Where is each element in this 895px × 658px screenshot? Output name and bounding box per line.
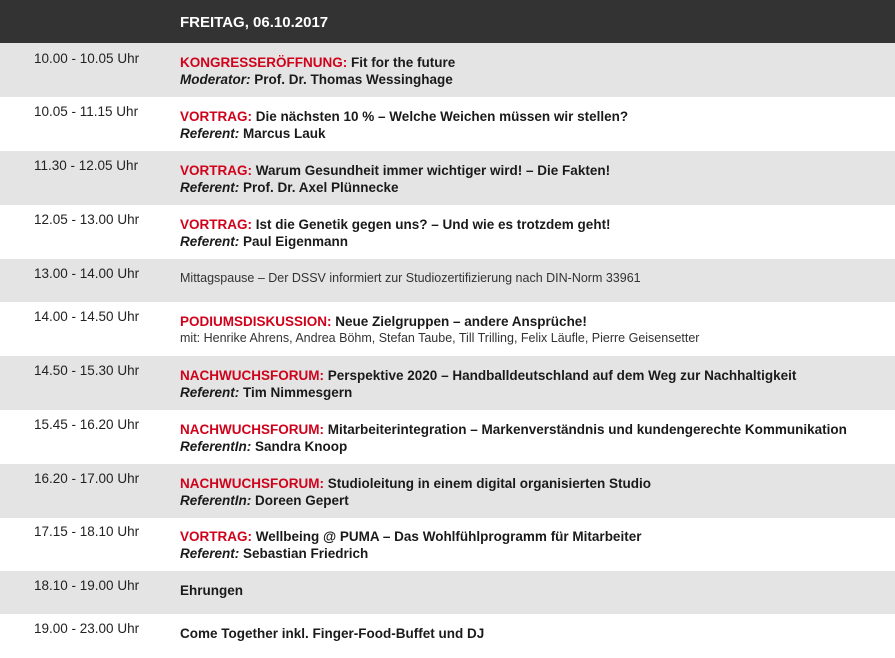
- session-speaker: [180, 546, 368, 561]
- session-title: [180, 529, 641, 544]
- session-type: NACHWUCHSFORUM:: [180, 476, 324, 491]
- session-speaker: [180, 234, 348, 249]
- session-topic: Perspektive 2020 – Handballdeutschland auf dem Weg zur Nachhaltigkeit: [323, 368, 797, 383]
- speaker-name: Sebastian Friedrich: [239, 546, 369, 561]
- speaker-role: Referent:: [180, 546, 240, 561]
- speaker-role: Referent:: [180, 180, 240, 195]
- session-type: PODIUMSDISKUSSION:: [180, 314, 332, 329]
- schedule-row: [0, 205, 895, 259]
- session-type: VORTRAG:: [180, 529, 252, 544]
- session-speaker: [180, 126, 326, 141]
- session-title: [180, 314, 587, 329]
- session-speaker: [180, 493, 349, 508]
- schedule-row: [0, 97, 895, 151]
- session-type: VORTRAG:: [180, 217, 252, 232]
- schedule-header: [0, 0, 895, 43]
- session-type: NACHWUCHSFORUM:: [180, 368, 324, 383]
- schedule-row: [0, 464, 895, 518]
- session-title: [180, 422, 847, 437]
- session-title: [180, 109, 628, 124]
- time-slot: 14.00 - 14.50 Uhr: [34, 309, 140, 324]
- session-title: Come Together inkl. Finger-Food-Buffet und DJ: [180, 626, 485, 641]
- speaker-role: Referent:: [180, 234, 240, 249]
- session-title: [180, 368, 796, 383]
- time-slot: 19.00 - 23.00 Uhr: [34, 621, 140, 636]
- session-topic: Neue Zielgruppen – andere Ansprüche!: [331, 314, 587, 329]
- time-slot: 13.00 - 14.00 Uhr: [34, 266, 140, 281]
- speaker-role: ReferentIn:: [180, 493, 252, 508]
- speaker-name: Marcus Lauk: [239, 126, 326, 141]
- session-title: [180, 217, 611, 232]
- session-speaker: [180, 72, 453, 87]
- session-title: [180, 163, 610, 178]
- schedule-row: [0, 302, 895, 356]
- schedule-row: [0, 151, 895, 205]
- speaker-role: Referent:: [180, 385, 240, 400]
- session-topic: Wellbeing @ PUMA – Das Wohlfühlprogramm für Mitarbeiter: [252, 529, 642, 544]
- session-title: [180, 476, 651, 491]
- session-speaker: [180, 439, 347, 454]
- speaker-role: ReferentIn:: [180, 439, 252, 454]
- speaker-role: Referent:: [180, 126, 240, 141]
- session-topic: Warum Gesundheit immer wichtiger wird! – Die Fakten!: [252, 163, 611, 178]
- speaker-name: Tim Nimmesgern: [239, 385, 353, 400]
- time-slot: 16.20 - 17.00 Uhr: [34, 471, 140, 486]
- schedule-row: [0, 356, 895, 410]
- time-slot: 14.50 - 15.30 Uhr: [34, 363, 140, 378]
- session-speaker: [180, 180, 399, 195]
- time-slot: 15.45 - 16.20 Uhr: [34, 417, 140, 432]
- session-topic: Fit for the future: [347, 55, 456, 70]
- speaker-role: Moderator:: [180, 72, 251, 87]
- time-slot: 10.00 - 10.05 Uhr: [34, 51, 140, 66]
- schedule-row: [0, 518, 895, 571]
- time-slot: 18.10 - 19.00 Uhr: [34, 578, 140, 593]
- time-slot: 12.05 - 13.00 Uhr: [34, 212, 140, 227]
- speaker-name: Doreen Gepert: [251, 493, 349, 508]
- session-info: Mittagspause – Der DSSV informiert zur Studiozertifizierung nach DIN-Norm 33961: [180, 271, 641, 285]
- speaker-name: Sandra Knoop: [251, 439, 348, 454]
- time-slot: 17.15 - 18.10 Uhr: [34, 524, 140, 539]
- schedule-row: [0, 614, 895, 658]
- speaker-name: Prof. Dr. Axel Plünnecke: [239, 180, 399, 195]
- session-topic: Mitarbeiterintegration – Markenverständnis und kundengerechte Kommunikation: [323, 422, 847, 437]
- session-topic: Studioleitung in einem digital organisierten Studio: [323, 476, 651, 491]
- schedule-row: [0, 571, 895, 614]
- time-slot: 11.30 - 12.05 Uhr: [34, 158, 139, 173]
- session-title: [180, 55, 455, 70]
- session-type: VORTRAG:: [180, 109, 252, 124]
- session-type: VORTRAG:: [180, 163, 252, 178]
- session-type: NACHWUCHSFORUM:: [180, 422, 324, 437]
- session-type: KONGRESSERÖFFNUNG:: [180, 55, 348, 70]
- time-slot: 10.05 - 11.15 Uhr: [34, 104, 139, 119]
- session-topic: Ist die Genetik gegen uns? – Und wie es trotzdem geht!: [252, 217, 611, 232]
- schedule-row: [0, 43, 895, 97]
- speaker-name: Prof. Dr. Thomas Wessinghage: [250, 72, 453, 87]
- session-title: Ehrungen: [180, 583, 243, 598]
- day-title: FREITAG, 06.10.2017: [180, 14, 329, 31]
- schedule-row: [0, 259, 895, 302]
- session-topic: Die nächsten 10 % – Welche Weichen müssen wir stellen?: [252, 109, 629, 124]
- panel-participants: mit: Henrike Ahrens, Andrea Böhm, Stefan Taube, Till Trilling, Felix Läufle, Pierre Geisensetter: [180, 331, 700, 345]
- session-speaker: [180, 385, 352, 400]
- speaker-name: Paul Eigenmann: [239, 234, 349, 249]
- schedule-row: [0, 410, 895, 464]
